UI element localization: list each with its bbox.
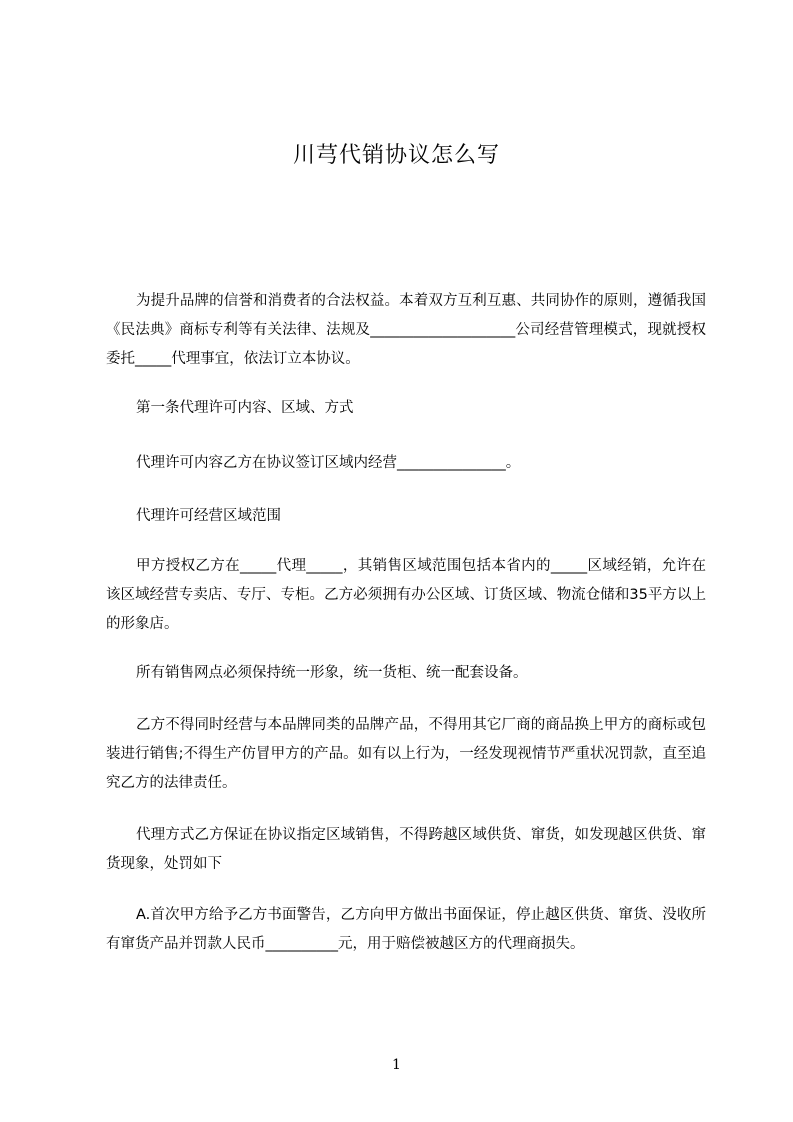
paragraph-region-scope-heading: 代理许可经营区域范围 — [136, 508, 281, 524]
paragraph-competing-products: 乙方不得同时经营与本品牌同类的品牌产品，不得用其它厂商的商品换上甲方的商标或包装进行销售;不得生产仿冒甲方的产品。如有以上行为，一经发现视情节严重状况罚款，直至追究乙方的法律责任。 — [106, 717, 706, 791]
paragraph-unified-image: 所有销售网点必须保持统一形象，统一货柜、统一配套设备。 — [136, 665, 528, 681]
section-heading-article-1: 第一条代理许可内容、区域、方式 — [136, 400, 354, 416]
paragraph-intro: 为提升品牌的信誉和消费者的合法权益。本着双方互利互惠、共同协作的原则，遵循我国《民法典》商标专利等有关法律、法规及____________________公司经营管理模式，现就授权委托_____代理事宜，依法订立本协议。 — [106, 293, 706, 367]
paragraph-penalty-a: A.首次甲方给予乙方书面警告，乙方向甲方做出书面保证，停止越区供货、窜货、没收所有窜货产品并罚款人民币__________元，用于赔偿被越区方的代理商损失。 — [106, 907, 706, 952]
document-title: 川芎代销协议怎么写 — [292, 143, 500, 168]
paragraph-agency-method: 代理方式乙方保证在协议指定区域销售，不得跨越区域供货、窜货，如发现越区供货、窜货现象，处罚如下 — [106, 827, 706, 872]
paragraph-license-content: 代理许可内容乙方在协议签订区域内经营_______________。 — [136, 455, 521, 471]
page-number: 1 — [392, 1057, 401, 1073]
paragraph-region-scope: 甲方授权乙方在_____代理_____，其销售区域范围包括本省内的_____区域经销，允许在该区域经营专卖店、专厅、专柜。乙方必须拥有办公区域、订货区域、物流仓储和35平方以上的形象店。 — [106, 558, 706, 632]
